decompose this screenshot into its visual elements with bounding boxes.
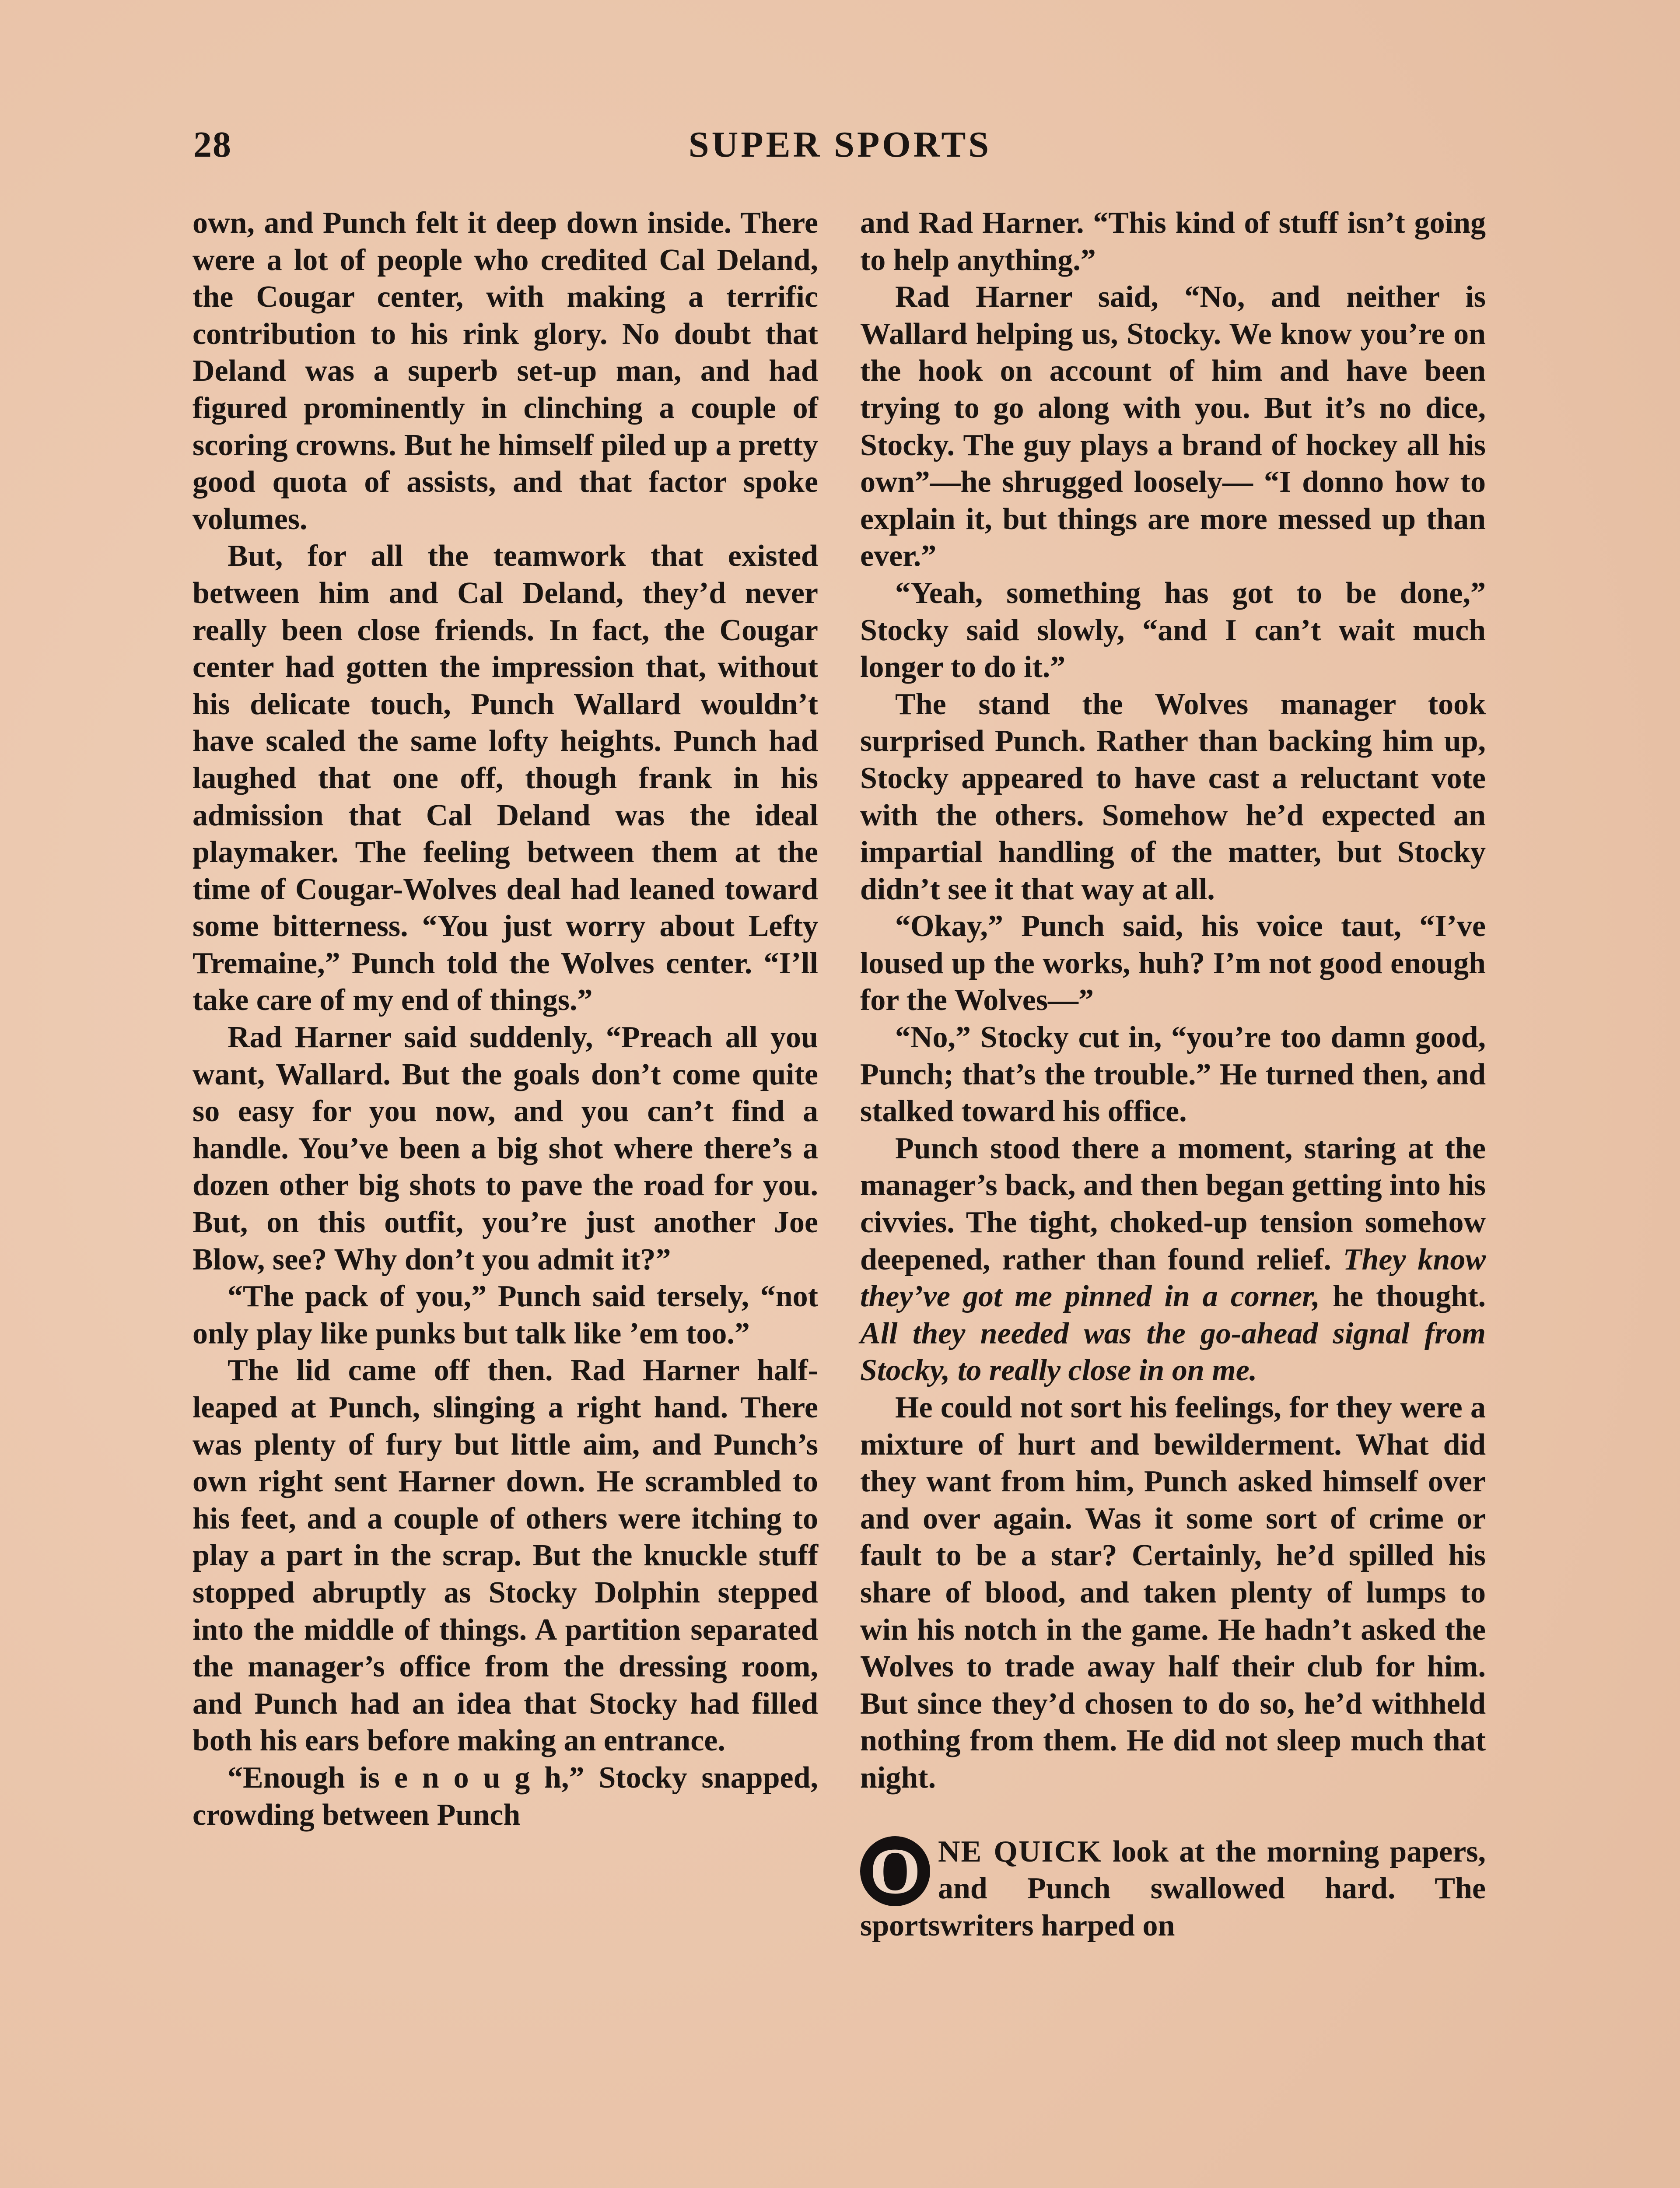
paragraph: “Okay,” Punch said, his voice taut, “I’ve loused up the works, huh? I’m not good enough for the Wolves—” (860, 909, 1486, 1017)
page-number: 28 (193, 124, 232, 165)
paragraph (860, 1130, 1486, 1389)
paragraph: Rad Harner said suddenly, “Preach all you want, Wallard. But the goals don’t come quite so easy for you now, and you can’t find a handle. You’ve been a big shot where there’s a dozen other big shots to pave the road for you. But, on this outfit, you’re just another Joe Blow, see? Why don’t you admit it?” (192, 1020, 818, 1276)
drop-cap: O (860, 1836, 930, 1906)
paragraph: The stand the Wolves manager took surprised Punch. Rather than backing him up, Stocky appeared to have cast a reluctant vote with the others. Somehow he’d expected an impartial handling of the matter, but Stocky didn’t see it that way at all. (860, 687, 1486, 906)
paragraph: and Rad Harner. “This kind of stuff isn’t going to help anything.” (860, 206, 1486, 277)
running-head: SUPER SPORTS (688, 124, 992, 165)
paragraph: own, and Punch felt it deep down inside. There were a lot of people who credited Cal Deland, the Cougar center, with making a terrific contribution to his rink glory. No doubt that Deland was a superb set-up man, and had figured prominently in clinching a couple of scoring crowns. But he himself piled up a pretty good quota of assists, and that factor spoke volumes. (192, 206, 818, 536)
italic-thought: They know they’ve got me pinned in a corner, (860, 1242, 1486, 1314)
left-column (192, 205, 818, 1834)
lead-in-caps: NE QUICK (938, 1834, 1102, 1869)
section-break-paragraph (860, 1834, 1486, 1945)
paragraph: He could not sort his feelings, for they were a mixture of hurt and bewilderment. What did they want from him, Punch asked himself over and over again. Was it some sort of crime or fault to be a star? Certainly, he’d spilled his share of blood, and taken plenty of lumps to win his notch in the game. He hadn’t asked the Wolves to trade away half their club for him. But since they’d chosen to do so, he’d withheld nothing from them. He did not sleep much that night. (860, 1391, 1486, 1795)
paragraph-text: he thought. (1333, 1280, 1486, 1314)
paragraph-text: Punch stood there a moment, staring at the manager’s back, and then began getting into his civvies. The tight, choked-up tension somehow deepened, rather than found relief. (860, 1131, 1486, 1276)
paragraph: Rad Harner said, “No, and neither is Wallard helping us, Stocky. We know you’re on the hook on account of him and have been trying to go along with you. But it’s no dice, Stocky. The guy plays a brand of hockey all his own”—he shrugged loosely— “I donno how to explain it, but things are more messed up than ever.” (860, 280, 1486, 573)
paragraph: But, for all the teamwork that existed between him and Cal Deland, they’d never really been close friends. In fact, the Cougar center had gotten the impression that, without his delicate touch, Punch Wallard wouldn’t have scaled the same lofty heights. Punch had laughed that one off, though frank in his admission that Cal Deland was the ideal playmaker. The feeling between them at the time of Cougar-Wolves deal had leaned toward some bitterness. “You just worry about Lefty Tremaine,” Punch told the Wolves center. “I’ll take care of my end of things.” (192, 539, 818, 1017)
paragraph: “The pack of you,” Punch said tersely, “not only play like punks but talk like ’em too.” (192, 1280, 818, 1350)
paragraph-text: look at the morning papers, and Punch swallowed hard. The sportswriters harped on (860, 1834, 1486, 1943)
paragraph: “Yeah, something has got to be done,” Stocky said slowly, “and I can’t wait much longer to do it.” (860, 576, 1486, 684)
italic-thought: All they needed was the go-ahead signal from Stocky, to really close in on me. (860, 1316, 1486, 1388)
paragraph: “No,” Stocky cut in, “you’re too damn good, Punch; that’s the trouble.” He turned then, and stalked toward his office. (860, 1020, 1486, 1129)
right-column (860, 205, 1486, 1944)
paragraph: “Enough is e n o u g h,” Stocky snapped, crowding between Punch (192, 1760, 818, 1832)
paragraph: The lid came off then. Rad Harner half-leaped at Punch, slinging a right hand. There was plenty of fury but little aim, and Punch’s own right sent Harner down. He scrambled to his feet, and a couple of others were itching to play a part in the scrap. But the knuckle stuff stopped abruptly as Stocky Dolphin stepped into the middle of things. A partition separated the manager’s office from the dressing room, and Punch had an idea that Stocky had filled both his ears before making an entrance. (192, 1353, 818, 1758)
